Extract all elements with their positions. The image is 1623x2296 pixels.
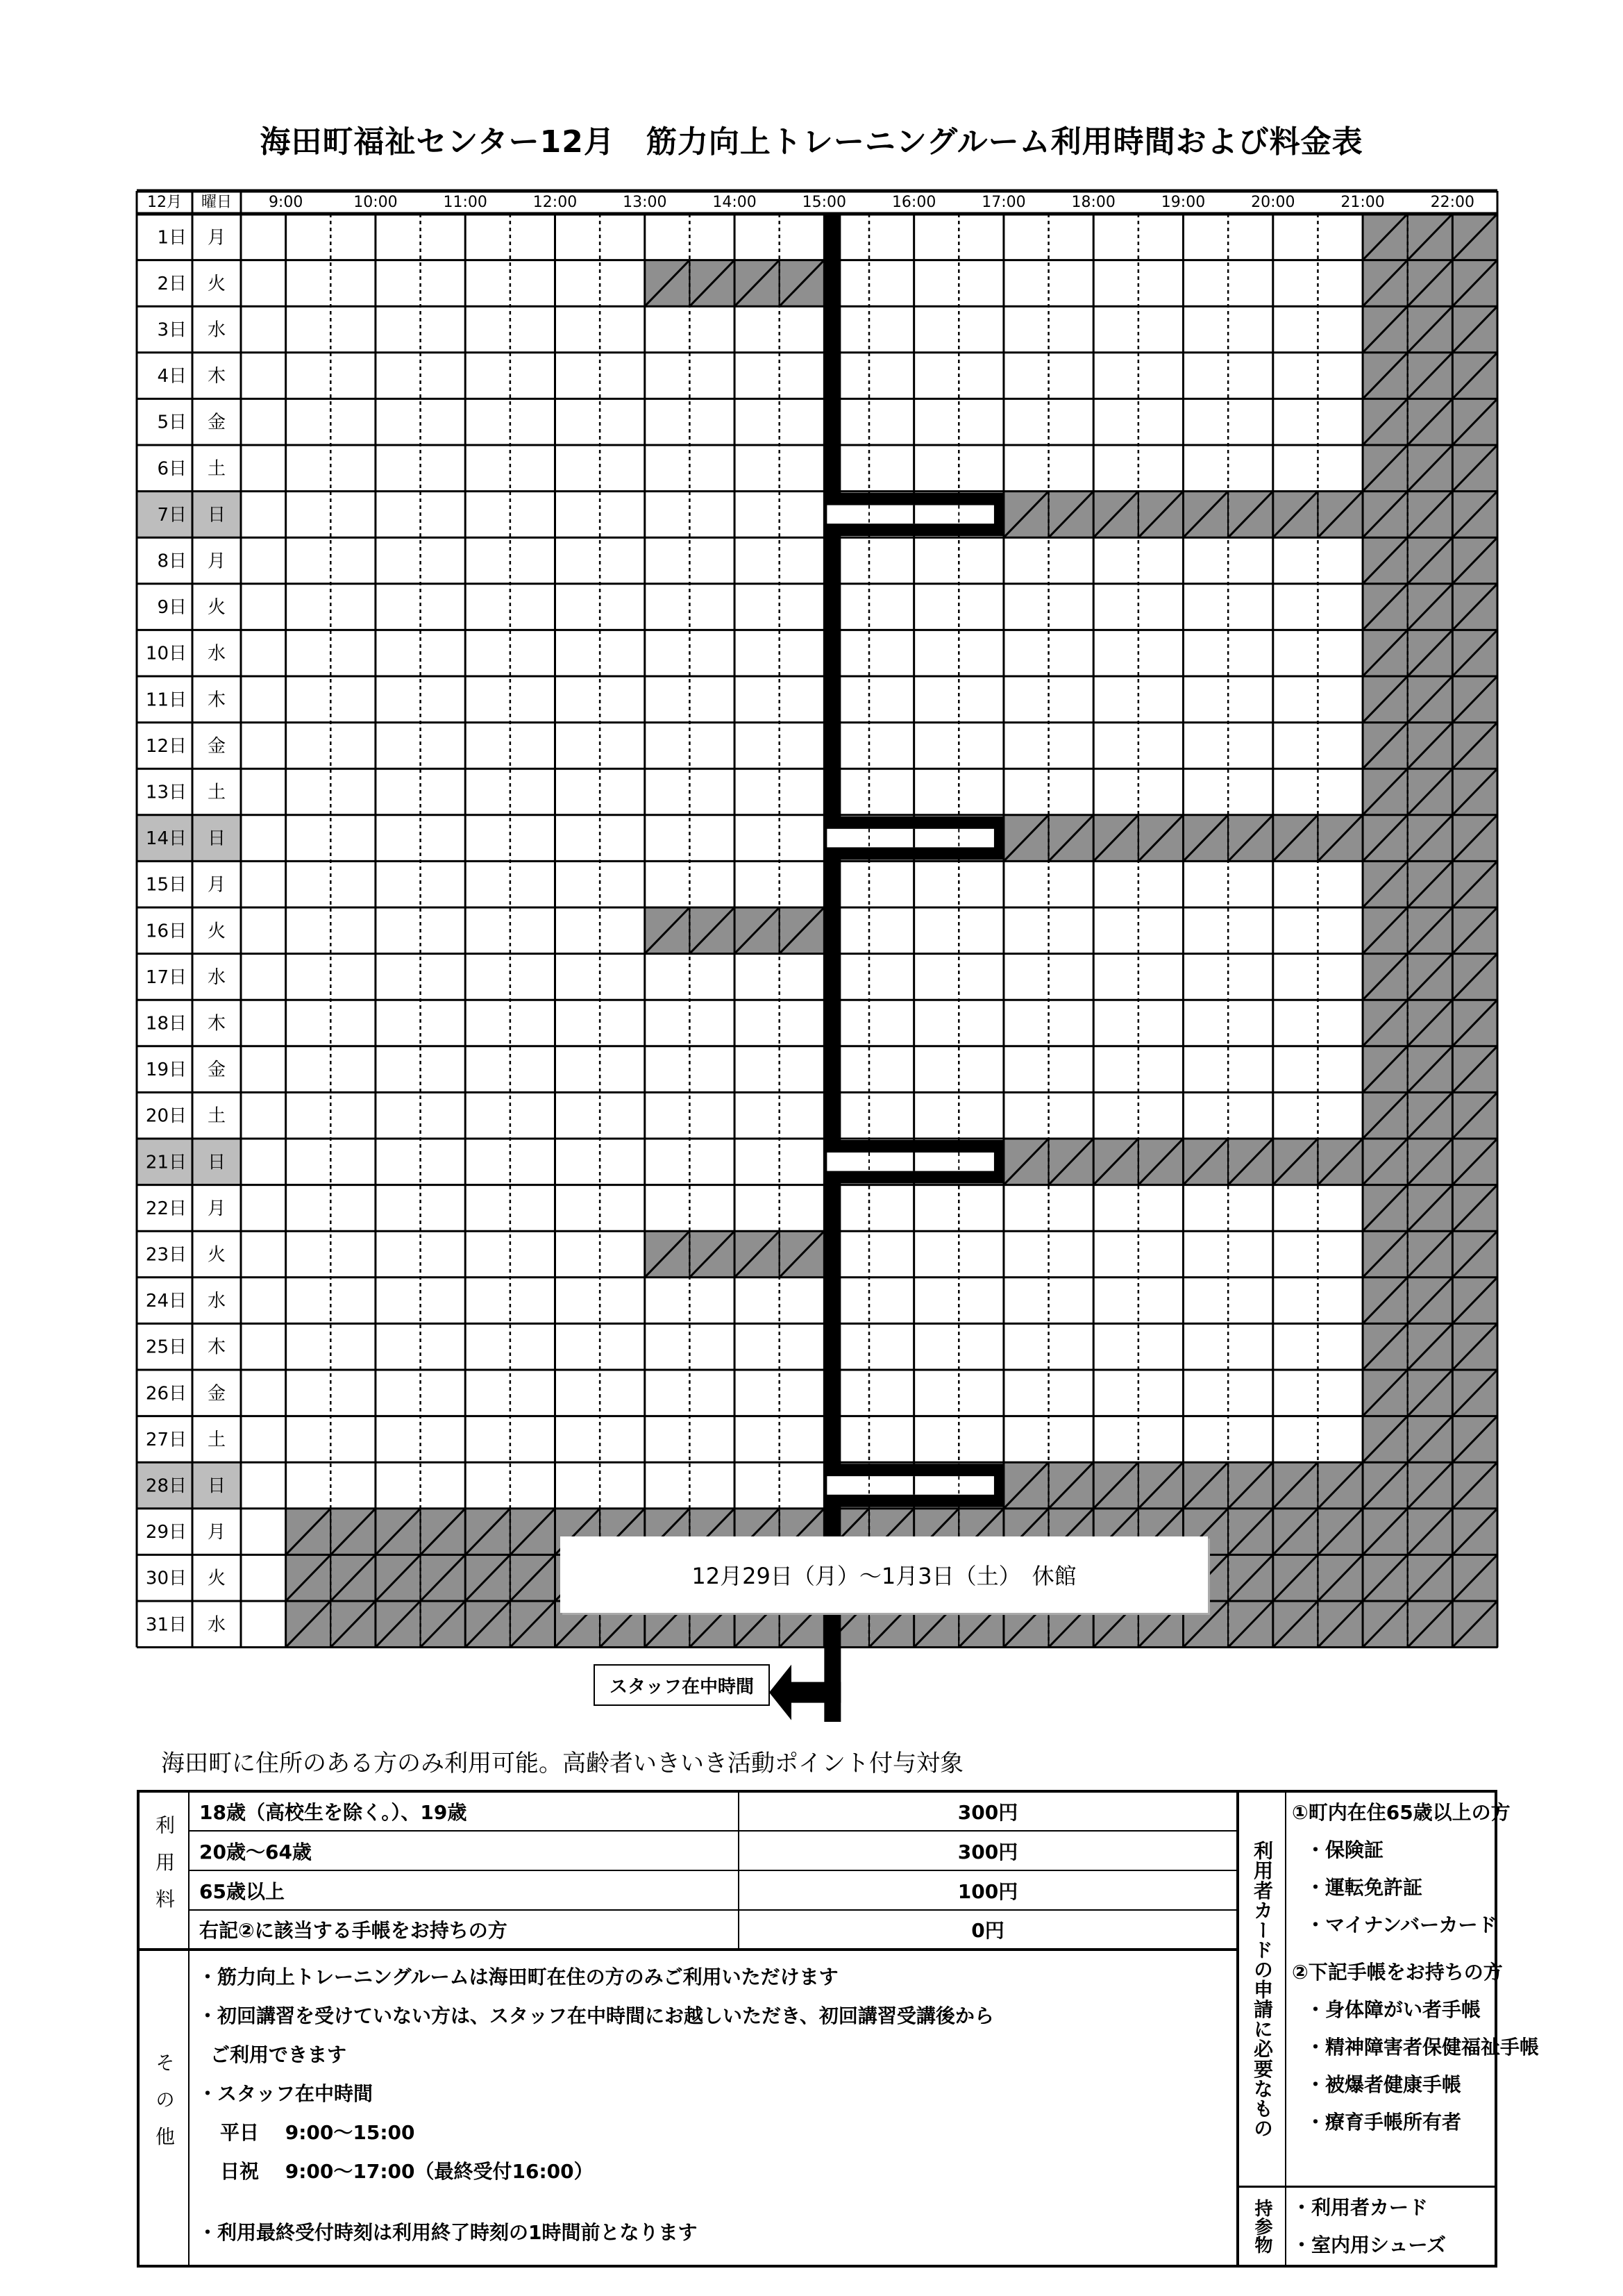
weekday-label: 金	[207, 412, 226, 433]
weekday-label: 木	[207, 1336, 226, 1358]
note-line: ・利用最終受付時刻は利用終了時刻の1時間前となります	[198, 2221, 698, 2244]
weekday-label: 火	[207, 273, 226, 294]
sunday-staff-bracket-inner	[827, 1153, 994, 1171]
group2-item: ・身体障がい者手帳	[1306, 1998, 1481, 2021]
date-label: 9日	[157, 597, 187, 619]
weekday-label: 水	[207, 1291, 226, 1312]
staff-arrow-shaft	[784, 1682, 841, 1703]
weekday-label: 金	[207, 1383, 226, 1405]
bring-item: ・室内用シューズ	[1292, 2234, 1447, 2256]
bring-label-text: 持参物	[1252, 2198, 1272, 2254]
date-label: 25日	[145, 1336, 187, 1358]
date-label: 14日	[145, 828, 187, 850]
weekday-label: 木	[207, 689, 226, 711]
date-label: 4日	[157, 366, 187, 387]
weekday-label: 水	[207, 319, 226, 341]
fee-item-price: 100円	[739, 1871, 1236, 1911]
date-label: 10日	[145, 643, 187, 664]
time-label: 12:00	[532, 194, 578, 211]
weekday-label: 月	[207, 551, 226, 572]
fee-item-price: 0円	[739, 1911, 1236, 1951]
holiday-closure-banner: 12月29日（月）～1月3日（土） 休館	[560, 1536, 1208, 1613]
time-label: 9:00	[268, 194, 303, 211]
card-requirements-label	[1236, 1793, 1286, 2186]
date-label: 28日	[145, 1475, 187, 1497]
date-label: 16日	[145, 921, 187, 942]
date-label: 12日	[145, 735, 187, 757]
fee-label-text: 利用料	[153, 1815, 176, 1926]
page-title: 海田町福祉センター12月 筋力向上トレーニングルーム利用時間および料金表	[260, 124, 1363, 160]
time-label: 10:00	[353, 194, 398, 211]
weekday-label: 月	[207, 1522, 226, 1543]
weekday-label: 月	[207, 227, 226, 249]
fee-item-label: 18歳（高校生を除く。）、19歳	[190, 1793, 739, 1832]
fee-item-label: 右記②に該当する手帳をお持ちの方	[190, 1911, 739, 1951]
weekday-label: 水	[207, 1614, 226, 1636]
date-label: 11日	[145, 689, 187, 711]
weekday-label: 火	[207, 1244, 226, 1266]
date-label: 26日	[145, 1383, 187, 1405]
group1-item: ・運転免許証	[1306, 1876, 1423, 1899]
card-requirements-label-text: 利用者カードの申請に必要なもの	[1251, 1840, 1274, 2138]
weekday-label: 木	[207, 1013, 226, 1034]
date-label: 15日	[145, 874, 187, 896]
time-label: 11:00	[443, 194, 487, 211]
date-label: 22日	[145, 1198, 187, 1219]
other-notes	[190, 1951, 1236, 2265]
fee-section-label	[140, 1793, 190, 1951]
date-label: 1日	[157, 227, 187, 249]
date-label: 6日	[157, 458, 187, 480]
date-label: 3日	[157, 319, 187, 341]
bring-item: ・利用者カード	[1292, 2196, 1429, 2219]
date-label: 19日	[145, 1059, 187, 1081]
group1-title: ①町内在住65歳以上の方	[1292, 1801, 1511, 1824]
header-weekday: 曜日	[201, 194, 233, 211]
note-line: 日祝 9:00～17:00（最終受付16:00）	[220, 2160, 594, 2183]
weekday-label: 金	[207, 735, 226, 757]
fee-item-price: 300円	[739, 1793, 1236, 1832]
note-line: ご利用できます	[210, 2043, 347, 2066]
weekday-label: 金	[207, 1059, 226, 1081]
staff-arrow-head	[769, 1665, 791, 1720]
header-month: 12月	[147, 194, 182, 211]
date-label: 18日	[145, 1013, 187, 1034]
weekday-label: 土	[207, 1429, 226, 1450]
weekday-label: 火	[207, 597, 226, 619]
card-requirements-content	[1286, 1793, 1540, 2186]
time-label: 18:00	[1071, 194, 1116, 211]
date-label: 31日	[145, 1614, 187, 1636]
weekday-label: 日	[207, 828, 226, 850]
weekday-label: 土	[207, 1105, 226, 1127]
date-label: 8日	[157, 551, 187, 572]
group2-item: ・被爆者健康手帳	[1306, 2073, 1462, 2096]
date-label: 17日	[145, 966, 187, 988]
weekday-label: 火	[207, 921, 226, 942]
group2-title: ②下記手帳をお持ちの方	[1292, 1961, 1503, 1984]
date-label: 24日	[145, 1291, 187, 1312]
residency-notice: 海田町に住所のある方のみ利用可能。高齢者いきいき活動ポイント付与対象	[161, 1750, 964, 1777]
weekday-label: 木	[207, 366, 226, 387]
sunday-staff-bracket-inner	[827, 829, 994, 848]
weekday-label: 水	[207, 966, 226, 988]
weekday-label: 日	[207, 1475, 226, 1497]
group1-item: ・保険証	[1306, 1838, 1384, 1861]
time-label: 19:00	[1161, 194, 1206, 211]
sunday-staff-bracket-inner	[827, 505, 994, 524]
weekday-label: 火	[207, 1568, 226, 1589]
other-section-label	[140, 1951, 190, 2265]
group1-item: ・マイナンバーカード	[1306, 1913, 1497, 1936]
date-label: 7日	[157, 504, 187, 526]
staff-hours-label: スタッフ在中時間	[594, 1664, 770, 1706]
other-label-text: その他	[153, 2052, 176, 2163]
weekday-label: 月	[207, 1198, 226, 1219]
weekday-label: 土	[207, 782, 226, 803]
weekday-label: 日	[207, 1152, 226, 1173]
date-label: 2日	[157, 273, 187, 294]
date-label: 29日	[145, 1522, 187, 1543]
weekday-label: 日	[207, 504, 226, 526]
time-label: 20:00	[1251, 194, 1295, 211]
date-label: 27日	[145, 1429, 187, 1450]
date-label: 5日	[157, 412, 187, 433]
time-label: 17:00	[982, 194, 1026, 211]
date-label: 23日	[145, 1244, 187, 1266]
fee-item-label: 65歳以上	[190, 1871, 739, 1911]
time-label: 15:00	[802, 194, 847, 211]
date-label: 13日	[145, 782, 187, 803]
time-label: 21:00	[1340, 194, 1385, 211]
time-label: 14:00	[712, 194, 757, 211]
date-label: 30日	[145, 1568, 187, 1589]
date-label: 21日	[145, 1152, 187, 1173]
time-label: 16:00	[891, 194, 936, 211]
fee-item-price: 300円	[739, 1832, 1236, 1871]
bring-items-section	[1286, 2186, 1495, 2265]
weekday-label: 水	[207, 643, 226, 664]
fee-item-label: 20歳～64歳	[190, 1832, 739, 1871]
fee-info-table	[137, 1790, 1540, 2268]
date-label: 20日	[145, 1105, 187, 1127]
group2-item: ・精神障害者保健福祉手帳	[1306, 2036, 1540, 2059]
note-line: ・筋力向上トレーニングルームは海田町在住の方のみご利用いただけます	[198, 1966, 839, 1988]
weekday-label: 月	[207, 874, 226, 896]
note-line: ・初回講習を受けていない方は、スタッフ在中時間にお越しいただき、初回講習受講後から	[198, 2004, 994, 2027]
bring-label	[1236, 2186, 1286, 2265]
group2-item: ・療育手帳所有者	[1306, 2111, 1462, 2134]
note-line: 平日 9:00～15:00	[220, 2121, 415, 2144]
sunday-staff-bracket-inner	[827, 1476, 994, 1495]
note-line: ・スタッフ在中時間	[198, 2082, 373, 2105]
time-label: 22:00	[1430, 194, 1475, 211]
weekday-label: 土	[207, 458, 226, 480]
time-label: 13:00	[623, 194, 667, 211]
